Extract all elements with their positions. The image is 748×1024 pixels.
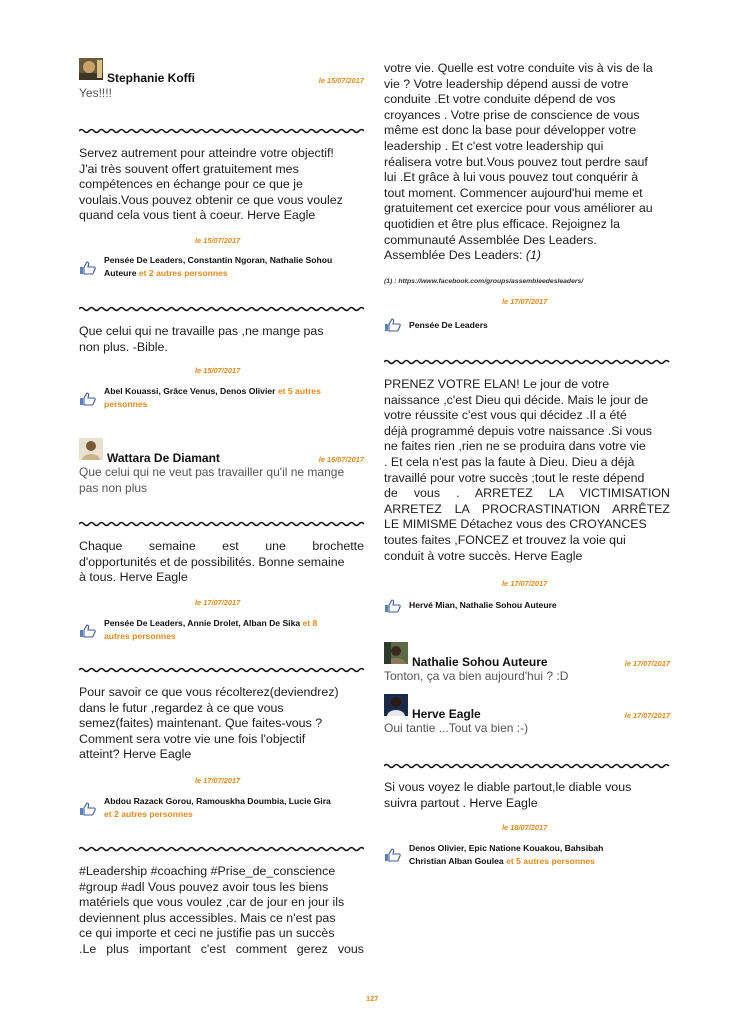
- commenter-name: Nathalie Sohou Auteure: [412, 655, 548, 669]
- post-text: PRENEZ VOTRE ELAN! Le jour de votre naissance ,c'est Dieu qui décide. Mais le jour de votre réussite c'est vous qui décidez .Il a été déjà programmé depuis votre naissance .Si vous ne faites rien ,rien ne se produira dans votre vie . Et cela n'est pas la faute à Dieu. Dieu a déjà travaillé pour votre succès ;tout le reste dépend de vous . ARRETEZ LA VICTIMISATION ARRETEZ LA PROCRASTINATION ARRÊTEZ LE MIMISME Détachez vous des CROYANCES toutes faites ,FONCEZ et trouvez la voie qui conduit à votre succès. Herve Eagle: [384, 377, 670, 563]
- avatar: [79, 438, 103, 460]
- wave-divider: [79, 520, 364, 528]
- thumbs-up-icon[interactable]: [384, 848, 402, 862]
- wave-divider: [79, 845, 364, 853]
- thumbs-up-icon[interactable]: [79, 261, 97, 275]
- comment-text: Tonton, ça va bien aujourd'hui ? :D: [384, 669, 569, 683]
- post-text: votre vie. Quelle est votre conduite vis à vis de la vie ? Votre leadership dépend aussi de votre conduite .Et votre conduite dépend de vos croyances . Votre prise de conscience de vous même est donc la base pour développer votre leadership . Et c'est votre leadership qui réalisera votre but.Vous pouvez tout perdre sauf lui .Et grâce à lui vous pouvez tout conquérir à tout moment. Commencer aujourd'hui meme et gratuitement cet exercice pour vous améliorer au quotidien et être plus efficace. Rejoignez la communauté Assemblée Des Leaders. Assemblée Des Leaders: (1): [384, 61, 653, 263]
- post-text: Chaque semaine est une brochette d'opportunités et de possibilités. Bonne semaine à tous. Herve Eagle: [79, 539, 364, 585]
- commenter-name: Wattara De Diamant: [107, 451, 220, 465]
- thumbs-up-icon[interactable]: [79, 624, 97, 638]
- wave-divider: [384, 358, 670, 366]
- avatar: [384, 642, 408, 664]
- post-text: Servez autrement pour atteindre votre objectif! J'ai très souvent offert gratuitement mes compétences en échange pour ce que je voulais.Vous pouvez obtenir ce que vous voulez quand cela vous tient à coeur. Herve Eagle: [79, 146, 343, 223]
- thumbs-up-icon[interactable]: [384, 599, 402, 613]
- commenter-name: Stephanie Koffi: [107, 71, 196, 85]
- post-text: #Leadership #coaching #Prise_de_conscience #group #adl Vous pouvez avoir tous les biens matériels que vous voulez ,car de jour en jour ils deviennent plus accessibles. Mais ce n'est pas ce qui importe et ceci ne justifie pas un succès .Le plus important c'est comment gerez vous: [79, 864, 364, 956]
- thumbs-up-icon[interactable]: [384, 318, 402, 332]
- post-date: le 17/07/2017: [195, 776, 241, 785]
- thumbs-up-icon[interactable]: [79, 802, 97, 816]
- more-likes-link[interactable]: et 5 autres: [277, 386, 321, 396]
- post-date: le 17/07/2017: [502, 579, 548, 588]
- post-date: le 17/07/2017: [502, 297, 548, 306]
- comment-text: Oui tantie ...Tout va bien :-): [384, 721, 529, 735]
- wave-divider: [79, 305, 364, 313]
- post-text: Pour savoir ce que vous récolterez(deviendrez) dans le futur ,regardez à ce que vous semez(faites) maintenant. Que faites-vous ? Comment sera votre vie une fois l'objectif atteint? Herve Eagle: [79, 685, 339, 762]
- comment-text: Yes!!!!: [79, 86, 112, 100]
- comment-date: le 17/07/2017: [624, 711, 670, 720]
- comment-date: le 17/07/2017: [624, 659, 670, 668]
- more-likes-link[interactable]: et 2 autres personnes: [104, 809, 193, 819]
- wave-divider: [79, 127, 364, 135]
- page-number: 127: [366, 994, 379, 1003]
- post-date: le 15/07/2017: [195, 236, 241, 245]
- commenter-name: Herve Eagle: [412, 707, 481, 721]
- avatar: [79, 58, 103, 80]
- post-text: Que celui qui ne travaille pas ,ne mange pas non plus. -Bible.: [79, 324, 324, 354]
- thumbs-up-icon[interactable]: [79, 392, 97, 406]
- more-likes-link[interactable]: et 2 autres personnes: [138, 268, 228, 278]
- post-date: le 18/07/2017: [502, 823, 548, 832]
- footnote-link[interactable]: (1) : https://www.facebook.com/groups/assembleedesleaders/: [384, 278, 584, 285]
- post-date: le 17/07/2017: [195, 598, 241, 607]
- comment-date: le 16/07/2017: [318, 455, 364, 464]
- post-text: Si vous voyez le diable partout,le diable vous suivra partout . Herve Eagle: [384, 780, 632, 810]
- more-likes-link[interactable]: et 5 autres personnes: [506, 856, 595, 866]
- comment-date: le 15/07/2017: [318, 76, 364, 85]
- more-likes-link[interactable]: et 8: [302, 618, 318, 628]
- wave-divider: [384, 762, 670, 770]
- wave-divider: [79, 666, 364, 674]
- post-date: le 15/07/2017: [195, 366, 241, 375]
- footnote-ref[interactable]: (1): [525, 248, 542, 263]
- comment-text: Que celui qui ne veut pas travailler qu'il ne mange pas non plus: [79, 465, 345, 495]
- avatar: [384, 694, 408, 716]
